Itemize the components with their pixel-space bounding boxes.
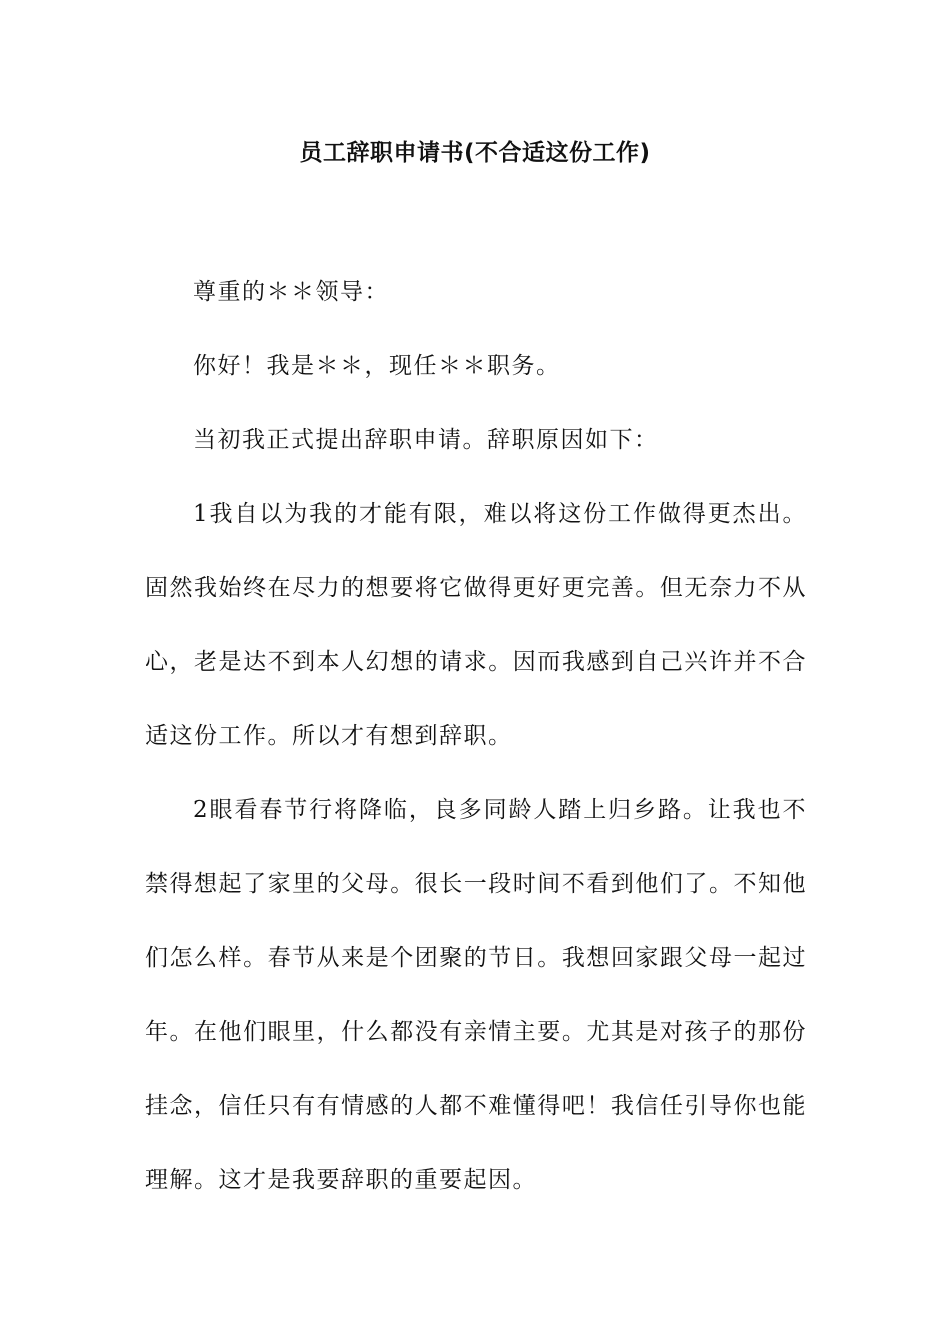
document-title: 员工辞职申请书(不合适这份工作): [299, 140, 651, 166]
reason-paragraph-1: 1我自以为我的才能有限，难以将这份工作做得更杰出。固然我始终在尽力的想要将它做得更好更完善。但无奈力不从心，老是达不到本人幻想的请求。因而我感到自己兴许并不合适这份工作。所以才有想到辞职。: [145, 501, 807, 749]
reason-paragraph-2: 2眼看春节行将降临，良多同龄人踏上归乡路。让我也不禁得想起了家里的父母。很长一段时间不看到他们了。不知他们怎么样。春节从来是个团聚的节日。我想回家跟父母一起过年。在他们眼里，什么都没有亲情主要。尤其是对孩子的那份挂念，信任只有有情感的人都不难懂得吧！我信任引导你也能理解。这才是我要辞职的重要起因。: [145, 797, 807, 1193]
document-body: [145, 255, 807, 1217]
greeting-paragraph: 你好！我是＊＊，现任＊＊职务。: [193, 353, 561, 379]
salutation-paragraph: 尊重的＊＊领导：: [193, 279, 389, 305]
intro-paragraph: 当初我正式提出辞职申请。辞职原因如下：: [193, 427, 659, 453]
